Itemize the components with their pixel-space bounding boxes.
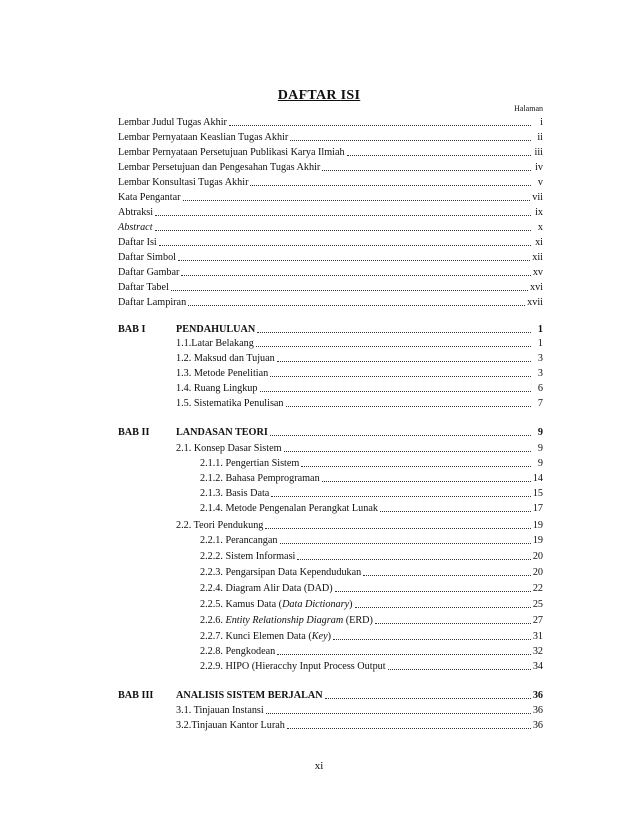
toc-entry: Daftar Simbol xii (118, 252, 543, 263)
chapter-number: BAB I (118, 324, 146, 335)
toc-entry: 2.1.4. Metode Pengenalan Perangkat Lunak 17 (200, 503, 543, 514)
toc-entry: 3.1. Tinjauan Instansi 36 (176, 705, 543, 716)
toc-entry: 1.3. Metode Penelitian 3 (176, 368, 543, 379)
chapter-number: BAB II (118, 427, 150, 438)
toc-entry: Lembar Persetujuan dan Pengesahan Tugas Akhir iv (118, 162, 543, 173)
toc-entry: Lembar Konsultasi Tugas Akhir v (118, 177, 543, 188)
chapter-number: BAB III (118, 690, 154, 701)
toc-entry: Daftar Gambar xv (118, 267, 543, 278)
toc-entry: Daftar Tabel xvi (118, 282, 543, 293)
halaman-label: Halaman (514, 104, 543, 113)
chapter-heading: ANALISIS SISTEM BERJALAN 36 (176, 690, 543, 701)
toc-entry: 2.1.2. Bahasa Pemprograman 14 (200, 473, 543, 484)
toc-entry: Lembar Pernyataan Keaslian Tugas Akhir ii (118, 132, 543, 143)
toc-entry: 2.2.6. Entity Relationship Diagram (ERD) 27 (200, 615, 543, 626)
toc-entry: 2.1. Konsep Dasar Sistem 9 (176, 443, 543, 454)
toc-entry: Daftar Isi xi (118, 237, 543, 248)
toc-entry: 1.5. Sistematika Penulisan 7 (176, 398, 543, 409)
page-number: xi (314, 760, 324, 772)
chapter-heading: LANDASAN TEORI 9 (176, 427, 543, 438)
toc-entry: 1.2. Maksud dan Tujuan 3 (176, 353, 543, 364)
chapter-heading: PENDAHULUAN 1 (176, 324, 543, 335)
toc-entry: Lembar Judul Tugas Akhir i (118, 117, 543, 128)
toc-entry: 2.2.2. Sistem Informasi 20 (200, 551, 543, 562)
toc-entry: Kata Pengantar vii (118, 192, 543, 203)
toc-entry: 2.1.1. Pengertian Sistem 9 (200, 458, 543, 469)
toc-entry: 2.1.3. Basis Data 15 (200, 488, 543, 499)
page-title: DAFTAR ISI (277, 88, 361, 103)
toc-entry: Lembar Pernyataan Persetujuan Publikasi Karya Ilmiah iii (118, 147, 543, 158)
toc-entry: Abtraksi ix (118, 207, 543, 218)
toc-entry: 2.2. Teori Pendukung 19 (176, 520, 543, 531)
toc-entry: 2.2.7. Kunci Elemen Data (Key) 31 (200, 631, 543, 642)
toc-entry: 2.2.8. Pengkodean 32 (200, 646, 543, 657)
toc-entry: 2.2.4. Diagram Alir Data (DAD) 22 (200, 583, 543, 594)
toc-entry: 2.2.3. Pengarsipan Data Kependudukan 20 (200, 567, 543, 578)
toc-entry: 1.4. Ruang Lingkup 6 (176, 383, 543, 394)
toc-entry: Abstract x (118, 222, 543, 233)
toc-entry: Daftar Lampiran xvii (118, 297, 543, 308)
toc-entry: 2.2.1. Perancangan 19 (200, 535, 543, 546)
toc-entry: 3.2.Tinjauan Kantor Lurah 36 (176, 720, 543, 731)
toc-entry: 2.2.5. Kamus Data (Data Dictionary) 25 (200, 599, 543, 610)
toc-entry: 2.2.9. HIPO (Hieracchy Input Process Output 34 (200, 661, 543, 672)
toc-entry: 1.1.Latar Belakang 1 (176, 338, 543, 349)
